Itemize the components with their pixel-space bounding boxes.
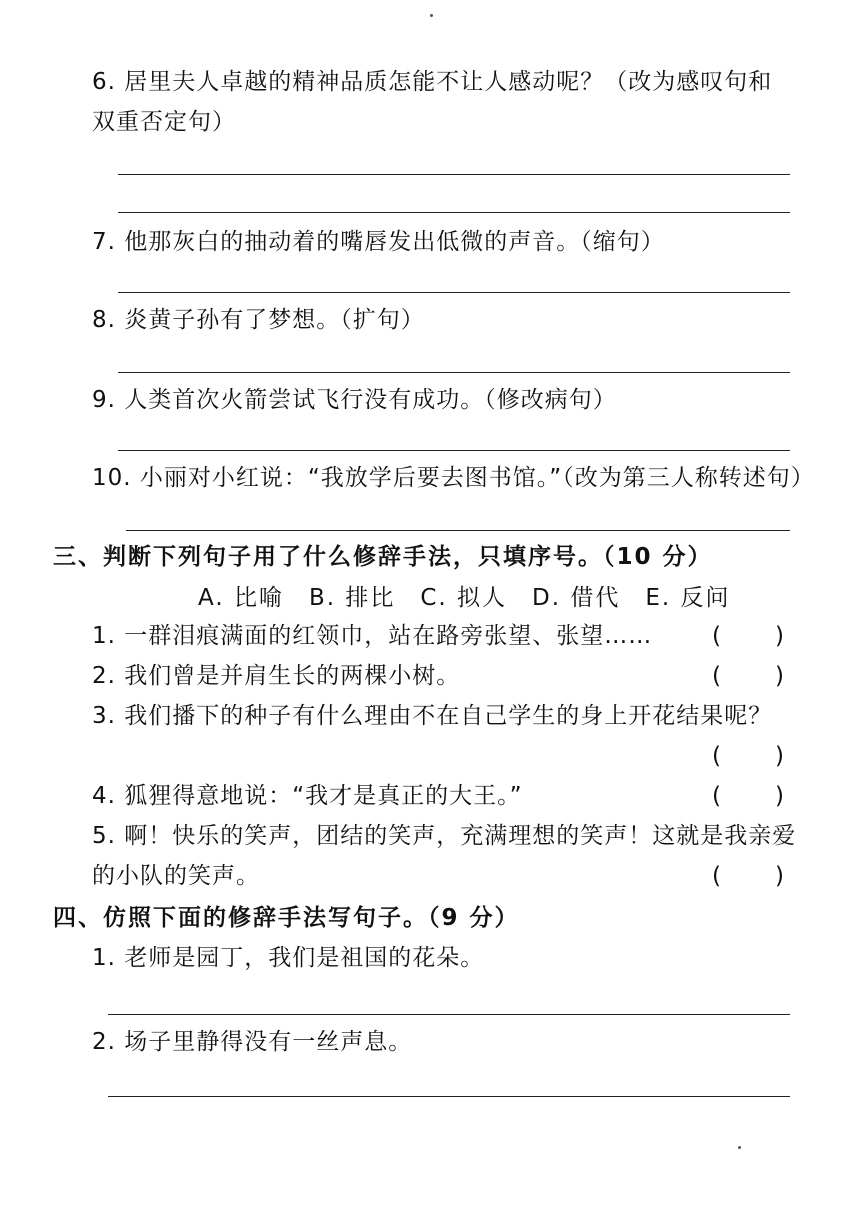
answer-line-q9[interactable] — [118, 450, 790, 451]
s3-item-5-line2: 的小队的笑声。 — [92, 863, 260, 889]
s4-item-2: 2. 场子里静得没有一丝声息。 — [92, 1029, 413, 1055]
answer-paren-close: ) — [775, 623, 784, 649]
scan-speck — [430, 14, 433, 17]
s4-item-1: 1. 老师是园丁，我们是祖国的花朵。 — [92, 945, 485, 971]
answer-line-q6-b[interactable] — [118, 212, 790, 213]
question-6-line2: 双重否定句） — [92, 109, 236, 135]
answer-paren-close: ) — [775, 783, 784, 809]
s3-item-5-line1: 5. 啊！快乐的笑声，团结的笑声，充满理想的笑声！这就是我亲爱 — [92, 823, 797, 849]
s3-item-3: 3. 我们播下的种子有什么理由不在自己学生的身上开花结果呢？ — [92, 703, 773, 729]
answer-line-q6-a[interactable] — [118, 174, 790, 175]
answer-paren-close: ) — [775, 743, 784, 769]
answer-line-q10[interactable] — [126, 530, 790, 531]
answer-line-q7[interactable] — [118, 292, 790, 293]
question-9: 9. 人类首次火箭尝试飞行没有成功。（修改病句） — [92, 387, 617, 413]
answer-paren-open: ( — [712, 623, 721, 649]
section-4-heading: 四、仿照下面的修辞手法写句子。（9 分） — [53, 905, 520, 931]
question-8: 8. 炎黄子孙有了梦想。（扩句） — [92, 307, 425, 333]
answer-paren-close: ) — [775, 663, 784, 689]
answer-line-q8[interactable] — [118, 372, 790, 373]
question-6-line1: 6. 居里夫人卓越的精神品质怎能不让人感动呢？（改为感叹句和 — [92, 69, 773, 95]
answer-paren-open: ( — [712, 663, 721, 689]
answer-paren-open: ( — [712, 783, 721, 809]
s3-item-1: 1. 一群泪痕满面的红领巾，站在路旁张望、张望…… — [92, 623, 653, 649]
answer-paren-open: ( — [712, 743, 721, 769]
answer-paren-open: ( — [712, 863, 721, 889]
answer-paren-close: ) — [775, 863, 784, 889]
scan-speck — [738, 1146, 741, 1149]
question-7: 7. 他那灰白的抽动着的嘴唇发出低微的声音。（缩句） — [92, 229, 665, 255]
rhetoric-options: A. 比喻 B. 排比 C. 拟人 D. 借代 E. 反问 — [198, 585, 731, 611]
s3-item-2: 2. 我们曾是并肩生长的两棵小树。 — [92, 663, 461, 689]
question-10: 10. 小丽对小红说：“我放学后要去图书馆。”（改为第三人称转述句） — [92, 465, 815, 491]
answer-line-s4-1[interactable] — [108, 1014, 790, 1015]
section-3-heading: 三、判断下列句子用了什么修辞手法，只填序号。（10 分） — [53, 544, 713, 570]
answer-line-s4-2[interactable] — [108, 1096, 790, 1097]
s3-item-4: 4. 狐狸得意地说：“我才是真正的大王。” — [92, 783, 523, 809]
